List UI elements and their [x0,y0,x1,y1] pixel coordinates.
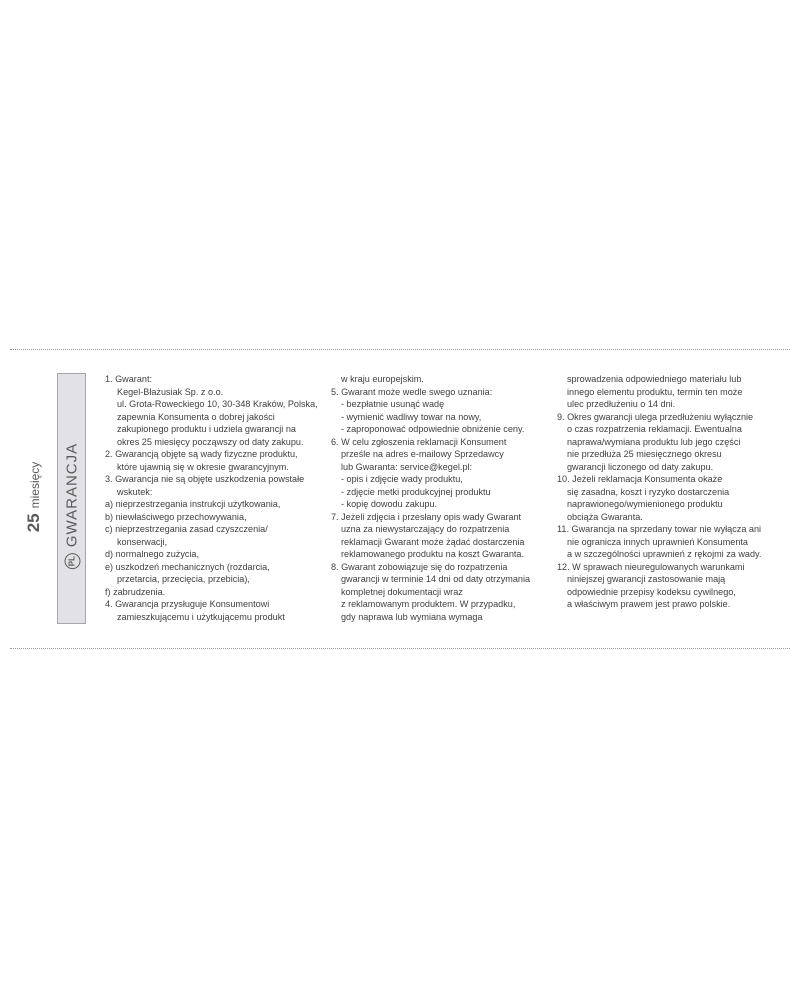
terms-line: gdy naprawa lub wymiana wymaga [341,611,483,622]
terms-line: 1. Gwarant: [105,374,153,384]
terms-line: zapewnia Konsumenta o dobrej jakości [117,411,275,422]
terms-line: innego elementu produktu, termin ten może [567,386,743,397]
terms-line: naprawa/wymiana produktu lub jego części [567,436,741,447]
terms-line: Kegel-Błażusiak Sp. z o.o. [117,386,224,397]
terms-line: niniejszej gwarancji zastosowanie mają [567,574,726,584]
terms-line: z reklamowanym produktem. W przypadku, [341,599,516,609]
terms-line: się zasadna, koszt i ryzyko dostarczenia [567,486,730,497]
pl-language-badge: PL [64,553,80,569]
terms-line: reklamacji Gwarant może żądać dostarczenia [341,536,525,547]
terms-line: e) uszkodzeń mechanicznych (rozdarcia, [105,561,270,572]
terms-line: ulec przedłużeniu o 14 dni. [567,399,676,409]
terms-line: naprawionego/wymienionego produktu [567,499,723,509]
terms-line: d) normalnego zużycia, [105,549,200,559]
terms-line: 11. Gwarancja na sprzedany towar nie wyłącza ani [557,524,762,534]
terms-line: - zdjęcie metki produkcyjnej produktu [341,486,491,497]
terms-line: 2. Gwarancją objęte są wady fizyczne produktu, [105,449,298,459]
warranty-duration-label [14,452,54,542]
terms-line: c) nieprzestrzegania zasad czyszczenia/ [105,524,268,534]
terms-line: reklamowanego produktu na koszt Gwaranta. [341,549,524,559]
bottom-dotted-divider [10,648,790,649]
terms-line: prześle na adres e-mailowy Sprzedawcy [341,449,504,459]
top-dotted-divider [10,349,790,350]
terms-line: konserwacji, [117,536,168,547]
terms-line: odpowiednie przepisy kodeksu cywilnego, [567,586,736,597]
terms-line: 10. Jeżeli reklamacja Konsumenta okaże [557,474,723,484]
months-number: 25 [24,513,43,533]
terms-line: nie przedłuża 25 miesięcznego okresu [567,449,722,459]
warranty-title-band [57,373,86,624]
terms-line: - zaproponować odpowiednie obniżenie ceny. [341,424,525,434]
terms-line: gwarancji liczonego od daty zakupu. [567,461,714,472]
terms-line: które ujawnią się w okresie gwarancyjnym. [117,461,289,472]
months-word: miesięcy [28,461,42,509]
terms-line: 5. Gwarant może wedle swego uznania: [331,386,493,397]
terms-column-2 [331,373,553,623]
terms-line: 3. Gwarancja nie są objęte uszkodzenia powstałe [105,474,305,484]
terms-line: zamieszkującemu i użytkującemu produkt [117,611,285,622]
terms-line: 7. Jeżeli zdjęcia i przesłany opis wady Gwarant [331,511,522,522]
terms-line: gwarancji w terminie 14 dni od daty otrzymania [341,574,531,584]
terms-line: a właściwym prawem jest prawo polskie. [567,599,731,609]
terms-line: przetarcia, przecięcia, przebicia), [117,574,250,584]
terms-line: kompletnej dokumentacji wraz [341,586,463,597]
terms-line: b) niewłaściwego przechowywania, [105,511,247,522]
terms-line: nie ogranicza innych uprawnień Konsumenta [567,536,748,547]
terms-line: 8. Gwarant zobowiązuje się do rozpatrzenia [331,561,508,572]
terms-line: wskutek: [117,486,153,497]
terms-line: w kraju europejskim. [341,374,424,384]
terms-column-3 [557,373,782,611]
terms-column-1 [105,373,320,623]
terms-line: 4. Gwarancja przysługuje Konsumentowi [105,599,270,609]
terms-line: a) nieprzestrzegania instrukcji użytkowania, [105,499,281,509]
terms-line: obciąża Gwaranta. [567,511,643,522]
warranty-title: GWARANCJA [63,442,80,548]
terms-line: lub Gwaranta: service@kegel.pl: [341,461,473,472]
terms-line: 6. W celu zgłoszenia reklamacji Konsument [331,436,507,447]
terms-line: - opis i zdjęcie wady produktu, [341,474,463,484]
terms-line: 9. Okres gwarancji ulega przedłużeniu wyłącznie [557,411,754,422]
terms-line: sprowadzenia odpowiedniego materiału lub [567,374,742,384]
terms-line: a w szczególności uprawnień z rękojmi za wady. [567,549,762,559]
terms-line: 12. W sprawach nieuregulowanych warunkami [557,561,745,572]
terms-line: okres 25 miesięcy począwszy od daty zakupu. [117,436,304,447]
terms-line: - wymienić wadliwy towar na nowy, [341,411,482,422]
terms-line: ul. Grota-Roweckiego 10, 30-348 Kraków, Polska, [117,399,318,409]
terms-line: o czas rozpatrzenia reklamacji. Ewentualna [567,424,742,434]
terms-line: - bezpłatnie usunąć wadę [341,399,445,409]
terms-line: f) zabrudzenia. [105,586,166,597]
terms-line: zakupionego produktu i udziela gwarancji na [117,424,296,434]
terms-line: uzna za niewystarczający do rozpatrzenia [341,524,510,534]
terms-line: - kopię dowodu zakupu. [341,499,438,509]
